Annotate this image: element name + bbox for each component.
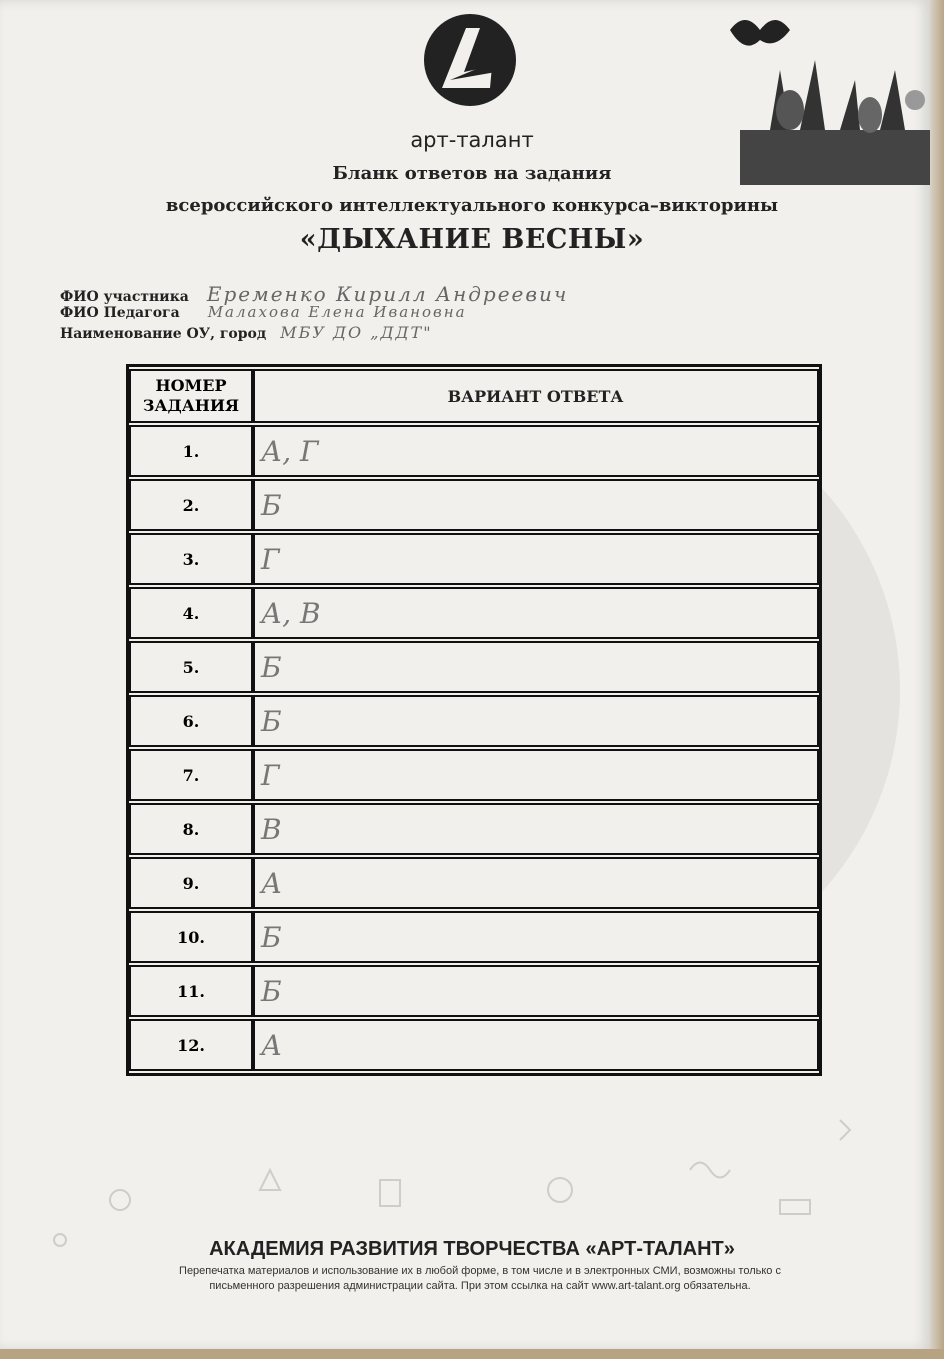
teacher-label: ФИО Педагога [60, 305, 180, 321]
answer-cell: А, Г [253, 425, 819, 477]
task-number: 1. [129, 425, 253, 477]
answer-cell: Г [253, 749, 819, 801]
table-row [129, 749, 819, 801]
answer-cell: А [253, 857, 819, 909]
table-row [129, 965, 819, 1017]
participant-label: ФИО участника [60, 289, 189, 305]
column-header-number [129, 369, 253, 423]
table-row [129, 479, 819, 531]
task-number: 8. [129, 803, 253, 855]
task-number: 2. [129, 479, 253, 531]
table-row [129, 1019, 819, 1071]
task-number: 7. [129, 749, 253, 801]
answer-cell: Б [253, 695, 819, 747]
teacher-field [60, 303, 467, 321]
table-row [129, 425, 819, 477]
organization-label: Наименование ОУ, город [60, 326, 267, 342]
organization-field [60, 323, 433, 342]
teacher-value: Малахова Елена Ивановна [207, 303, 467, 321]
table-header-row [129, 369, 819, 423]
table-row [129, 803, 819, 855]
task-number: 12. [129, 1019, 253, 1071]
art-talant-logo [420, 10, 520, 110]
participant-value: Еременко Кирилл Андреевич [206, 282, 569, 306]
answer-cell: Б [253, 911, 819, 963]
academy-name: АКАДЕМИЯ РАЗВИТИЯ ТВОРЧЕСТВА «АРТ-ТАЛАНТ» [209, 1238, 735, 1260]
form-title-line2: всероссийского интеллектуального конкурса–викторины [165, 195, 779, 216]
copyright-notice-line2: письменного разрешения администрации сайта. При этом ссылка на сайт www.art-talant.org обязательна. [209, 1280, 751, 1292]
task-number: 4. [129, 587, 253, 639]
column-header-number-line2: ЗАДАНИЯ [142, 396, 240, 415]
copyright-notice [90, 1264, 870, 1294]
task-number: 11. [129, 965, 253, 1017]
table-row [129, 857, 819, 909]
column-header-answer: ВАРИАНТ ОТВЕТА [253, 369, 819, 423]
table-surface-bottom [0, 1349, 944, 1359]
brand-name: арт-талант [410, 128, 534, 152]
task-number: 5. [129, 641, 253, 693]
copyright-notice-line1: Перепечатка материалов и использование их в любой форме, в том числе и в электронных СМИ, возможны только с [179, 1265, 781, 1277]
answer-table [126, 364, 822, 1076]
form-title-line1: Бланк ответов на задания [332, 163, 612, 184]
table-row [129, 911, 819, 963]
table-surface-right [930, 0, 944, 1359]
answer-cell: Г [253, 533, 819, 585]
answer-cell: Б [253, 965, 819, 1017]
contest-title: «ДЫХАНИЕ ВЕСНЫ» [299, 224, 645, 255]
task-number: 10. [129, 911, 253, 963]
answer-cell: В [253, 803, 819, 855]
table-row [129, 641, 819, 693]
task-number: 9. [129, 857, 253, 909]
column-header-number-line1: НОМЕР [155, 376, 227, 395]
answer-cell: А [253, 1019, 819, 1071]
task-number: 6. [129, 695, 253, 747]
task-number: 3. [129, 533, 253, 585]
answer-cell: Б [253, 479, 819, 531]
table-row [129, 695, 819, 747]
organization-value: МБУ ДО „ДДТ" [280, 323, 433, 342]
table-row [129, 533, 819, 585]
answer-cell: А, В [253, 587, 819, 639]
table-row [129, 587, 819, 639]
answer-cell: Б [253, 641, 819, 693]
